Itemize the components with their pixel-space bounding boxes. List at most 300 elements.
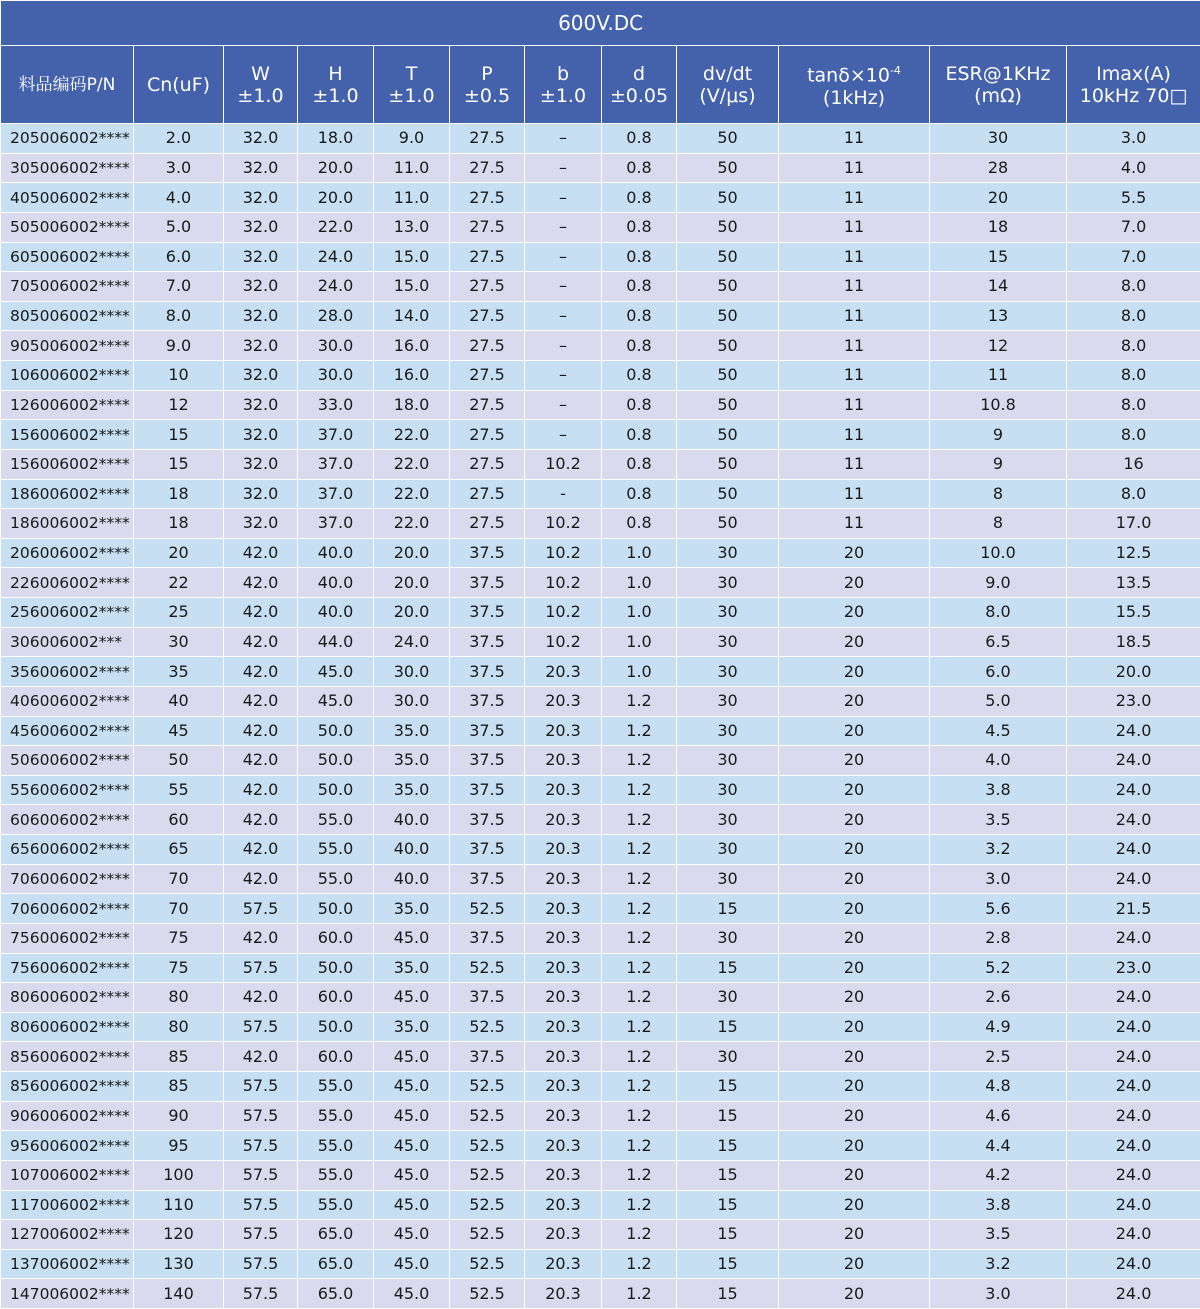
cell-p: 52.5 — [450, 1101, 525, 1131]
table-row — [1, 1249, 1200, 1279]
cell-p: 27.5 — [450, 183, 525, 213]
cell-cn: 6.0 — [134, 242, 224, 272]
cell-p: 27.5 — [450, 242, 525, 272]
cell-pn: 256006002**** — [1, 598, 134, 628]
cell-d: 0.8 — [602, 361, 677, 391]
cell-t: 45.0 — [374, 923, 450, 953]
cell-w: 57.5 — [224, 1072, 298, 1102]
cell-p: 37.5 — [450, 716, 525, 746]
cell-b: 20.3 — [525, 1072, 602, 1102]
cell-esr: 9 — [930, 449, 1067, 479]
cell-b: 20.3 — [525, 923, 602, 953]
column-header-label: tanδ×10 — [807, 65, 890, 87]
column-header-tolerance: ±1.0 — [388, 85, 434, 107]
cell-imax: 24.0 — [1067, 716, 1200, 746]
cell-h: 50.0 — [298, 746, 374, 776]
table-row — [1, 1042, 1200, 1072]
cell-pn: 137006002**** — [1, 1249, 134, 1279]
cell-b: 20.3 — [525, 775, 602, 805]
cell-imax: 8.0 — [1067, 361, 1200, 391]
cell-cn: 20 — [134, 538, 224, 568]
column-header-label: b — [557, 63, 569, 85]
cell-p: 37.5 — [450, 1042, 525, 1072]
cell-d: 1.0 — [602, 657, 677, 687]
cell-b: 20.3 — [525, 864, 602, 894]
cell-w: 32.0 — [224, 449, 298, 479]
cell-imax: 12.5 — [1067, 538, 1200, 568]
cell-cn: 55 — [134, 775, 224, 805]
cell-b: 20.3 — [525, 1160, 602, 1190]
cell-t: 35.0 — [374, 775, 450, 805]
cell-w: 32.0 — [224, 212, 298, 242]
column-header-tolerance: ±1.0 — [540, 85, 586, 107]
cell-cn: 7.0 — [134, 272, 224, 302]
cell-p: 52.5 — [450, 1131, 525, 1161]
cell-tand: 20 — [779, 1220, 930, 1250]
cell-d: 1.0 — [602, 627, 677, 657]
cell-cn: 4.0 — [134, 183, 224, 213]
cell-pn: 206006002**** — [1, 538, 134, 568]
cell-t: 11.0 — [374, 183, 450, 213]
cell-dvdt: 30 — [677, 686, 779, 716]
column-header-w — [224, 46, 298, 124]
cell-dvdt: 50 — [677, 124, 779, 154]
cell-imax: 24.0 — [1067, 805, 1200, 835]
cell-d: 0.8 — [602, 124, 677, 154]
cell-w: 42.0 — [224, 568, 298, 598]
table-row — [1, 1131, 1200, 1161]
cell-pn: 156006002**** — [1, 420, 134, 450]
column-header-label: ESR@1KHz — [945, 63, 1050, 85]
cell-tand: 11 — [779, 420, 930, 450]
table-row — [1, 864, 1200, 894]
cell-pn: 306006002*** — [1, 627, 134, 657]
cell-pn: 186006002**** — [1, 509, 134, 539]
cell-h: 37.0 — [298, 509, 374, 539]
cell-d: 1.0 — [602, 598, 677, 628]
table-row — [1, 657, 1200, 687]
cell-t: 24.0 — [374, 627, 450, 657]
cell-t: 22.0 — [374, 420, 450, 450]
cell-w: 42.0 — [224, 864, 298, 894]
cell-w: 32.0 — [224, 272, 298, 302]
cell-d: 1.2 — [602, 746, 677, 776]
cell-dvdt: 30 — [677, 716, 779, 746]
cell-imax: 13.5 — [1067, 568, 1200, 598]
header-row — [1, 46, 1200, 124]
column-header-tand — [779, 46, 930, 124]
cell-d: 1.2 — [602, 1160, 677, 1190]
cell-d: 0.8 — [602, 301, 677, 331]
cell-imax: 24.0 — [1067, 775, 1200, 805]
cell-h: 37.0 — [298, 479, 374, 509]
cell-tand: 20 — [779, 864, 930, 894]
column-header-label: W — [251, 63, 270, 85]
cell-cn: 8.0 — [134, 301, 224, 331]
cell-p: 27.5 — [450, 153, 525, 183]
cell-w: 57.5 — [224, 894, 298, 924]
cell-imax: 21.5 — [1067, 894, 1200, 924]
cell-w: 32.0 — [224, 153, 298, 183]
cell-h: 50.0 — [298, 953, 374, 983]
cell-dvdt: 50 — [677, 361, 779, 391]
cell-p: 52.5 — [450, 1190, 525, 1220]
cell-esr: 2.8 — [930, 923, 1067, 953]
cell-cn: 25 — [134, 598, 224, 628]
cell-dvdt: 15 — [677, 953, 779, 983]
cell-dvdt: 50 — [677, 479, 779, 509]
cell-dvdt: 30 — [677, 1042, 779, 1072]
cell-dvdt: 15 — [677, 1160, 779, 1190]
cell-t: 9.0 — [374, 124, 450, 154]
cell-pn: 606006002**** — [1, 805, 134, 835]
cell-b: 10.2 — [525, 449, 602, 479]
cell-b: – — [525, 361, 602, 391]
cell-esr: 4.8 — [930, 1072, 1067, 1102]
cell-d: 0.8 — [602, 479, 677, 509]
table-row — [1, 479, 1200, 509]
cell-b: 20.3 — [525, 1190, 602, 1220]
cell-dvdt: 30 — [677, 835, 779, 865]
table-row — [1, 1160, 1200, 1190]
cell-h: 37.0 — [298, 449, 374, 479]
cell-imax: 24.0 — [1067, 1220, 1200, 1250]
cell-tand: 11 — [779, 301, 930, 331]
cell-tand: 20 — [779, 598, 930, 628]
cell-d: 1.2 — [602, 1279, 677, 1309]
cell-tand: 11 — [779, 479, 930, 509]
cell-b: 20.3 — [525, 1101, 602, 1131]
cell-pn: 805006002**** — [1, 301, 134, 331]
cell-pn: 456006002**** — [1, 716, 134, 746]
cell-cn: 18 — [134, 509, 224, 539]
cell-pn: 656006002**** — [1, 835, 134, 865]
cell-b: – — [525, 183, 602, 213]
cell-pn: 505006002**** — [1, 212, 134, 242]
column-header-label: T — [406, 63, 418, 85]
table-row — [1, 509, 1200, 539]
cell-cn: 70 — [134, 864, 224, 894]
cell-imax: 7.0 — [1067, 242, 1200, 272]
cell-cn: 80 — [134, 1012, 224, 1042]
cell-p: 52.5 — [450, 1160, 525, 1190]
column-header-tolerance: 10kHz 70□ — [1080, 85, 1188, 107]
cell-imax: 4.0 — [1067, 153, 1200, 183]
cell-p: 27.5 — [450, 420, 525, 450]
table-row — [1, 983, 1200, 1013]
table-row — [1, 124, 1200, 154]
cell-esr: 20 — [930, 183, 1067, 213]
cell-imax: 8.0 — [1067, 331, 1200, 361]
table-row — [1, 1072, 1200, 1102]
table-row — [1, 598, 1200, 628]
column-header-cn — [134, 46, 224, 124]
cell-pn: 705006002**** — [1, 272, 134, 302]
cell-d: 1.2 — [602, 835, 677, 865]
cell-cn: 15 — [134, 449, 224, 479]
cell-p: 52.5 — [450, 1249, 525, 1279]
column-header-label: 料品编码P/N — [19, 75, 116, 95]
cell-esr: 3.8 — [930, 775, 1067, 805]
cell-d: 1.2 — [602, 686, 677, 716]
cell-imax: 23.0 — [1067, 686, 1200, 716]
table-row — [1, 835, 1200, 865]
cell-cn: 70 — [134, 894, 224, 924]
cell-b: 20.3 — [525, 1131, 602, 1161]
cell-w: 32.0 — [224, 124, 298, 154]
column-header-tolerance: (mΩ) — [974, 85, 1022, 107]
cell-d: 0.8 — [602, 242, 677, 272]
cell-esr: 3.0 — [930, 1279, 1067, 1309]
cell-esr: 28 — [930, 153, 1067, 183]
cell-b: – — [525, 390, 602, 420]
cell-b: 20.3 — [525, 835, 602, 865]
cell-t: 16.0 — [374, 331, 450, 361]
table-row — [1, 1190, 1200, 1220]
cell-esr: 9.0 — [930, 568, 1067, 598]
cell-esr: 3.2 — [930, 1249, 1067, 1279]
cell-dvdt: 50 — [677, 242, 779, 272]
cell-imax: 24.0 — [1067, 983, 1200, 1013]
cell-h: 45.0 — [298, 657, 374, 687]
table-body — [1, 124, 1200, 1309]
cell-imax: 8.0 — [1067, 479, 1200, 509]
cell-imax: 24.0 — [1067, 835, 1200, 865]
cell-w: 32.0 — [224, 301, 298, 331]
cell-t: 13.0 — [374, 212, 450, 242]
cell-w: 42.0 — [224, 627, 298, 657]
table-row — [1, 449, 1200, 479]
cell-t: 20.0 — [374, 538, 450, 568]
cell-b: – — [525, 272, 602, 302]
column-header-esr — [930, 46, 1067, 124]
cell-esr: 5.6 — [930, 894, 1067, 924]
table-row — [1, 568, 1200, 598]
cell-w: 57.5 — [224, 1279, 298, 1309]
cell-p: 27.5 — [450, 331, 525, 361]
cell-d: 1.2 — [602, 775, 677, 805]
cell-h: 50.0 — [298, 775, 374, 805]
table-row — [1, 746, 1200, 776]
cell-h: 55.0 — [298, 1190, 374, 1220]
cell-h: 18.0 — [298, 124, 374, 154]
table-row — [1, 1220, 1200, 1250]
cell-tand: 11 — [779, 331, 930, 361]
cell-esr: 10.8 — [930, 390, 1067, 420]
cell-imax: 24.0 — [1067, 923, 1200, 953]
table-row — [1, 1012, 1200, 1042]
cell-h: 50.0 — [298, 894, 374, 924]
cell-b: 20.3 — [525, 983, 602, 1013]
cell-tand: 20 — [779, 1279, 930, 1309]
cell-pn: 706006002**** — [1, 894, 134, 924]
cell-cn: 85 — [134, 1072, 224, 1102]
cell-dvdt: 30 — [677, 657, 779, 687]
cell-tand: 11 — [779, 361, 930, 391]
cell-cn: 5.0 — [134, 212, 224, 242]
cell-h: 24.0 — [298, 272, 374, 302]
column-header-tolerance: ±1.0 — [237, 85, 283, 107]
table-row — [1, 1279, 1200, 1309]
table-row — [1, 953, 1200, 983]
column-header-label: H — [328, 63, 342, 85]
cell-cn: 95 — [134, 1131, 224, 1161]
cell-tand: 20 — [779, 1131, 930, 1161]
cell-h: 60.0 — [298, 923, 374, 953]
cell-p: 52.5 — [450, 1279, 525, 1309]
cell-b: 10.2 — [525, 509, 602, 539]
cell-w: 57.5 — [224, 1220, 298, 1250]
cell-p: 27.5 — [450, 124, 525, 154]
cell-w: 42.0 — [224, 983, 298, 1013]
cell-dvdt: 30 — [677, 923, 779, 953]
cell-pn: 117006002**** — [1, 1190, 134, 1220]
cell-pn: 856006002**** — [1, 1072, 134, 1102]
table-row — [1, 212, 1200, 242]
column-header-b — [525, 46, 602, 124]
cell-imax: 18.5 — [1067, 627, 1200, 657]
cell-b: 10.2 — [525, 538, 602, 568]
cell-p: 37.5 — [450, 775, 525, 805]
cell-t: 30.0 — [374, 657, 450, 687]
table-row — [1, 242, 1200, 272]
cell-p: 37.5 — [450, 568, 525, 598]
cell-p: 37.5 — [450, 657, 525, 687]
cell-tand: 20 — [779, 1160, 930, 1190]
cell-b: – — [525, 212, 602, 242]
cell-p: 37.5 — [450, 538, 525, 568]
cell-t: 45.0 — [374, 1220, 450, 1250]
cell-b: 20.3 — [525, 657, 602, 687]
cell-imax: 8.0 — [1067, 272, 1200, 302]
cell-w: 57.5 — [224, 1012, 298, 1042]
cell-imax: 20.0 — [1067, 657, 1200, 687]
cell-w: 57.5 — [224, 1249, 298, 1279]
cell-tand: 20 — [779, 716, 930, 746]
cell-imax: 23.0 — [1067, 953, 1200, 983]
cell-w: 32.0 — [224, 390, 298, 420]
cell-t: 45.0 — [374, 1042, 450, 1072]
table-title: 600V.DC — [1, 1, 1200, 46]
cell-esr: 4.6 — [930, 1101, 1067, 1131]
cell-tand: 20 — [779, 983, 930, 1013]
table-row — [1, 923, 1200, 953]
cell-tand: 11 — [779, 124, 930, 154]
cell-tand: 20 — [779, 686, 930, 716]
cell-cn: 90 — [134, 1101, 224, 1131]
cell-d: 0.8 — [602, 183, 677, 213]
cell-tand: 20 — [779, 657, 930, 687]
cell-dvdt: 30 — [677, 805, 779, 835]
column-header-d — [602, 46, 677, 124]
cell-h: 65.0 — [298, 1249, 374, 1279]
cell-cn: 15 — [134, 420, 224, 450]
cell-h: 50.0 — [298, 1012, 374, 1042]
cell-h: 55.0 — [298, 864, 374, 894]
cell-p: 37.5 — [450, 686, 525, 716]
cell-imax: 24.0 — [1067, 1131, 1200, 1161]
cell-t: 22.0 — [374, 509, 450, 539]
cell-t: 20.0 — [374, 568, 450, 598]
cell-pn: 226006002**** — [1, 568, 134, 598]
cell-h: 40.0 — [298, 568, 374, 598]
cell-pn: 605006002**** — [1, 242, 134, 272]
cell-b: 10.2 — [525, 598, 602, 628]
column-header-label: Cn(uF) — [147, 74, 210, 96]
cell-imax: 5.5 — [1067, 183, 1200, 213]
cell-h: 60.0 — [298, 983, 374, 1013]
cell-h: 22.0 — [298, 212, 374, 242]
cell-t: 15.0 — [374, 272, 450, 302]
cell-t: 45.0 — [374, 1101, 450, 1131]
cell-dvdt: 15 — [677, 1072, 779, 1102]
cell-tand: 20 — [779, 835, 930, 865]
cell-tand: 20 — [779, 1042, 930, 1072]
cell-h: 40.0 — [298, 538, 374, 568]
cell-b: - — [525, 479, 602, 509]
cell-t: 16.0 — [374, 361, 450, 391]
cell-dvdt: 50 — [677, 212, 779, 242]
cell-w: 42.0 — [224, 598, 298, 628]
cell-esr: 5.0 — [930, 686, 1067, 716]
cell-pn: 406006002**** — [1, 686, 134, 716]
cell-p: 27.5 — [450, 361, 525, 391]
cell-tand: 20 — [779, 746, 930, 776]
cell-w: 57.5 — [224, 1190, 298, 1220]
cell-d: 1.2 — [602, 1042, 677, 1072]
cell-dvdt: 30 — [677, 598, 779, 628]
cell-b: 10.2 — [525, 568, 602, 598]
cell-t: 45.0 — [374, 1190, 450, 1220]
cell-dvdt: 15 — [677, 1249, 779, 1279]
cell-w: 32.0 — [224, 420, 298, 450]
cell-h: 40.0 — [298, 598, 374, 628]
column-header-superscript: -4 — [890, 64, 901, 77]
cell-tand: 20 — [779, 1101, 930, 1131]
cell-dvdt: 30 — [677, 983, 779, 1013]
cell-pn: 147006002**** — [1, 1279, 134, 1309]
cell-cn: 100 — [134, 1160, 224, 1190]
cell-esr: 3.5 — [930, 1220, 1067, 1250]
table-row — [1, 805, 1200, 835]
cell-cn: 45 — [134, 716, 224, 746]
table-row — [1, 627, 1200, 657]
cell-dvdt: 30 — [677, 568, 779, 598]
cell-cn: 65 — [134, 835, 224, 865]
cell-dvdt: 30 — [677, 746, 779, 776]
cell-h: 28.0 — [298, 301, 374, 331]
cell-h: 65.0 — [298, 1220, 374, 1250]
cell-p: 27.5 — [450, 509, 525, 539]
cell-tand: 20 — [779, 1072, 930, 1102]
cell-b: 10.2 — [525, 627, 602, 657]
column-header-label: d — [633, 63, 645, 85]
cell-p: 37.5 — [450, 627, 525, 657]
cell-p: 27.5 — [450, 390, 525, 420]
cell-esr: 4.2 — [930, 1160, 1067, 1190]
cell-pn: 956006002**** — [1, 1131, 134, 1161]
cell-dvdt: 50 — [677, 301, 779, 331]
cell-esr: 30 — [930, 124, 1067, 154]
cell-pn: 405006002**** — [1, 183, 134, 213]
cell-p: 37.5 — [450, 746, 525, 776]
cell-w: 42.0 — [224, 538, 298, 568]
cell-pn: 186006002**** — [1, 479, 134, 509]
column-header-tolerance: ±1.0 — [312, 85, 358, 107]
cell-p: 27.5 — [450, 272, 525, 302]
cell-w: 32.0 — [224, 509, 298, 539]
cell-esr: 18 — [930, 212, 1067, 242]
